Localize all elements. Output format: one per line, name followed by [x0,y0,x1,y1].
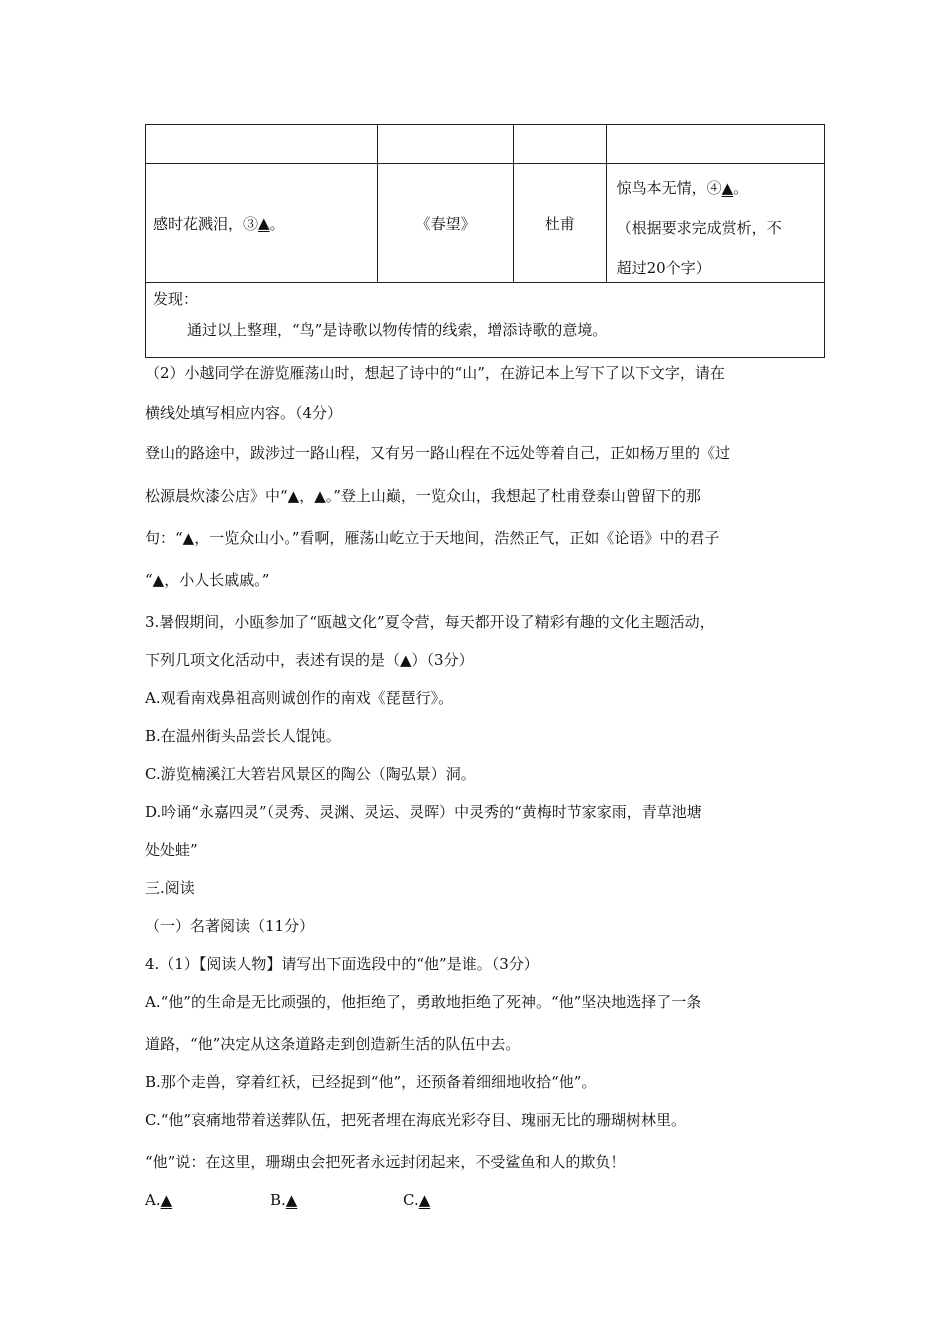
passage-c-cont: “他”说：在这里，珊瑚虫会把死者永远封闭起来，不受鲨鱼和人的欺负！ [145,1153,626,1171]
question-text: 下列几项文化活动中，表述有误的是（▲）（3分） [145,651,474,669]
finding-row [146,283,824,357]
table-row [146,125,824,164]
question-text: “▲，小人长戚戚。” [145,571,270,589]
poem-author-cell [514,164,607,282]
passage-c: C.“他”哀痛地带着送葬队伍，把死者埋在海底光彩夺目、瑰丽无比的珊瑚树林里。 [145,1111,687,1129]
answer-a [145,1186,270,1214]
answer-blanks [145,1186,825,1214]
option-a: A.观看南戏鼻祖高则诚创作的南戏《琵琶行》。 [145,689,454,707]
table-cell [607,125,824,163]
answer-c [403,1186,430,1214]
blank-mark: ▲ [258,214,270,232]
table-cell [514,125,607,163]
sub-heading: （一）名著阅读（11分） [145,917,315,935]
table-row [146,164,824,283]
poem-title-cell [378,164,514,282]
appreciation-cell [607,164,824,282]
passage-a: A.“他”的生命是无比顽强的，他拒绝了，勇敢地拒绝了死神。“他”坚决地选择了一条 [145,993,702,1011]
question-text: 3.暑假期间，小瓯参加了“瓯越文化”夏令营，每天都开设了精彩有趣的文化主题活动， [145,613,715,631]
appreciation-line: 惊鸟本无情，④ [616,179,722,197]
poem-table [145,124,825,358]
answer-b [270,1186,403,1214]
blank-mark: ▲ [285,1191,298,1209]
question-text: 松源晨炊漆公店》中“▲，▲。”登上山巅，一览众山，我想起了杜甫登泰山曾留下的那 [145,487,701,505]
option-d-cont: 处处蛙” [145,841,198,859]
table-cell [146,125,378,163]
blank-mark: ▲ [721,179,734,197]
answer-label: B. [270,1191,286,1209]
section-heading: 三.阅读 [145,879,195,897]
poem-title: 《春望》 [415,214,476,233]
question-2 [145,357,825,594]
option-d: D.吟诵“永嘉四灵”（灵秀、灵渊、灵运、灵晖）中灵秀的“黄梅时节家家雨，青草池塘 [145,803,702,821]
question-text: 4.（1）【阅读人物】请写出下面选段中的“他”是谁。（3分） [145,955,539,973]
blank-mark: ▲ [160,1191,173,1209]
answer-label: C. [403,1191,419,1209]
poem-line-cell [146,164,378,282]
passage-b: B.那个走兽，穿着红袄，已经捉到“他”，还预备着细细地收拾“他”。 [145,1073,597,1091]
question-text: 句：“▲，一览众山小。”看啊，雁荡山屹立于天地间，浩然正气，正如《论语》中的君子 [145,529,720,547]
option-b: B.在温州街头品尝长人馄饨。 [145,727,341,745]
poem-line-end: 。 [269,214,285,233]
question-3 [145,608,825,864]
finding-body: 通过以上整理，“鸟”是诗歌以物传情的线索，增添诗歌的意境。 [187,321,608,339]
exam-content [145,355,825,1214]
option-c: C.游览楠溪江大箬岩风景区的陶公（陶弘景）洞。 [145,765,476,783]
poem-author: 杜甫 [544,214,575,233]
finding-title: 发现： [153,290,199,308]
question-text: 登山的路途中，跋涉过一路山程，又有另一路山程在不远处等着自己，正如杨万里的《过 [145,444,731,462]
question-text: （2）小越同学在游览雁荡山时，想起了诗中的“山”，在游记本上写下了以下文字，请在 [145,364,725,382]
appreciation-instruction: （根据要求完成赏析，不 [616,219,782,237]
appreciation-line-end: 。 [733,179,749,197]
table-cell [378,125,514,163]
poem-line: 感时花溅泪，③ [153,214,259,233]
answer-label: A. [145,1191,161,1209]
question-text: 横线处填写相应内容。（4分） [145,404,343,422]
passage-a-cont: 道路，“他”决定从这条道路走到创造新生活的队伍中去。 [145,1035,521,1053]
question-4 [145,950,825,1214]
appreciation-instruction: 超过20个字） [616,259,711,277]
blank-mark: ▲ [418,1191,431,1209]
